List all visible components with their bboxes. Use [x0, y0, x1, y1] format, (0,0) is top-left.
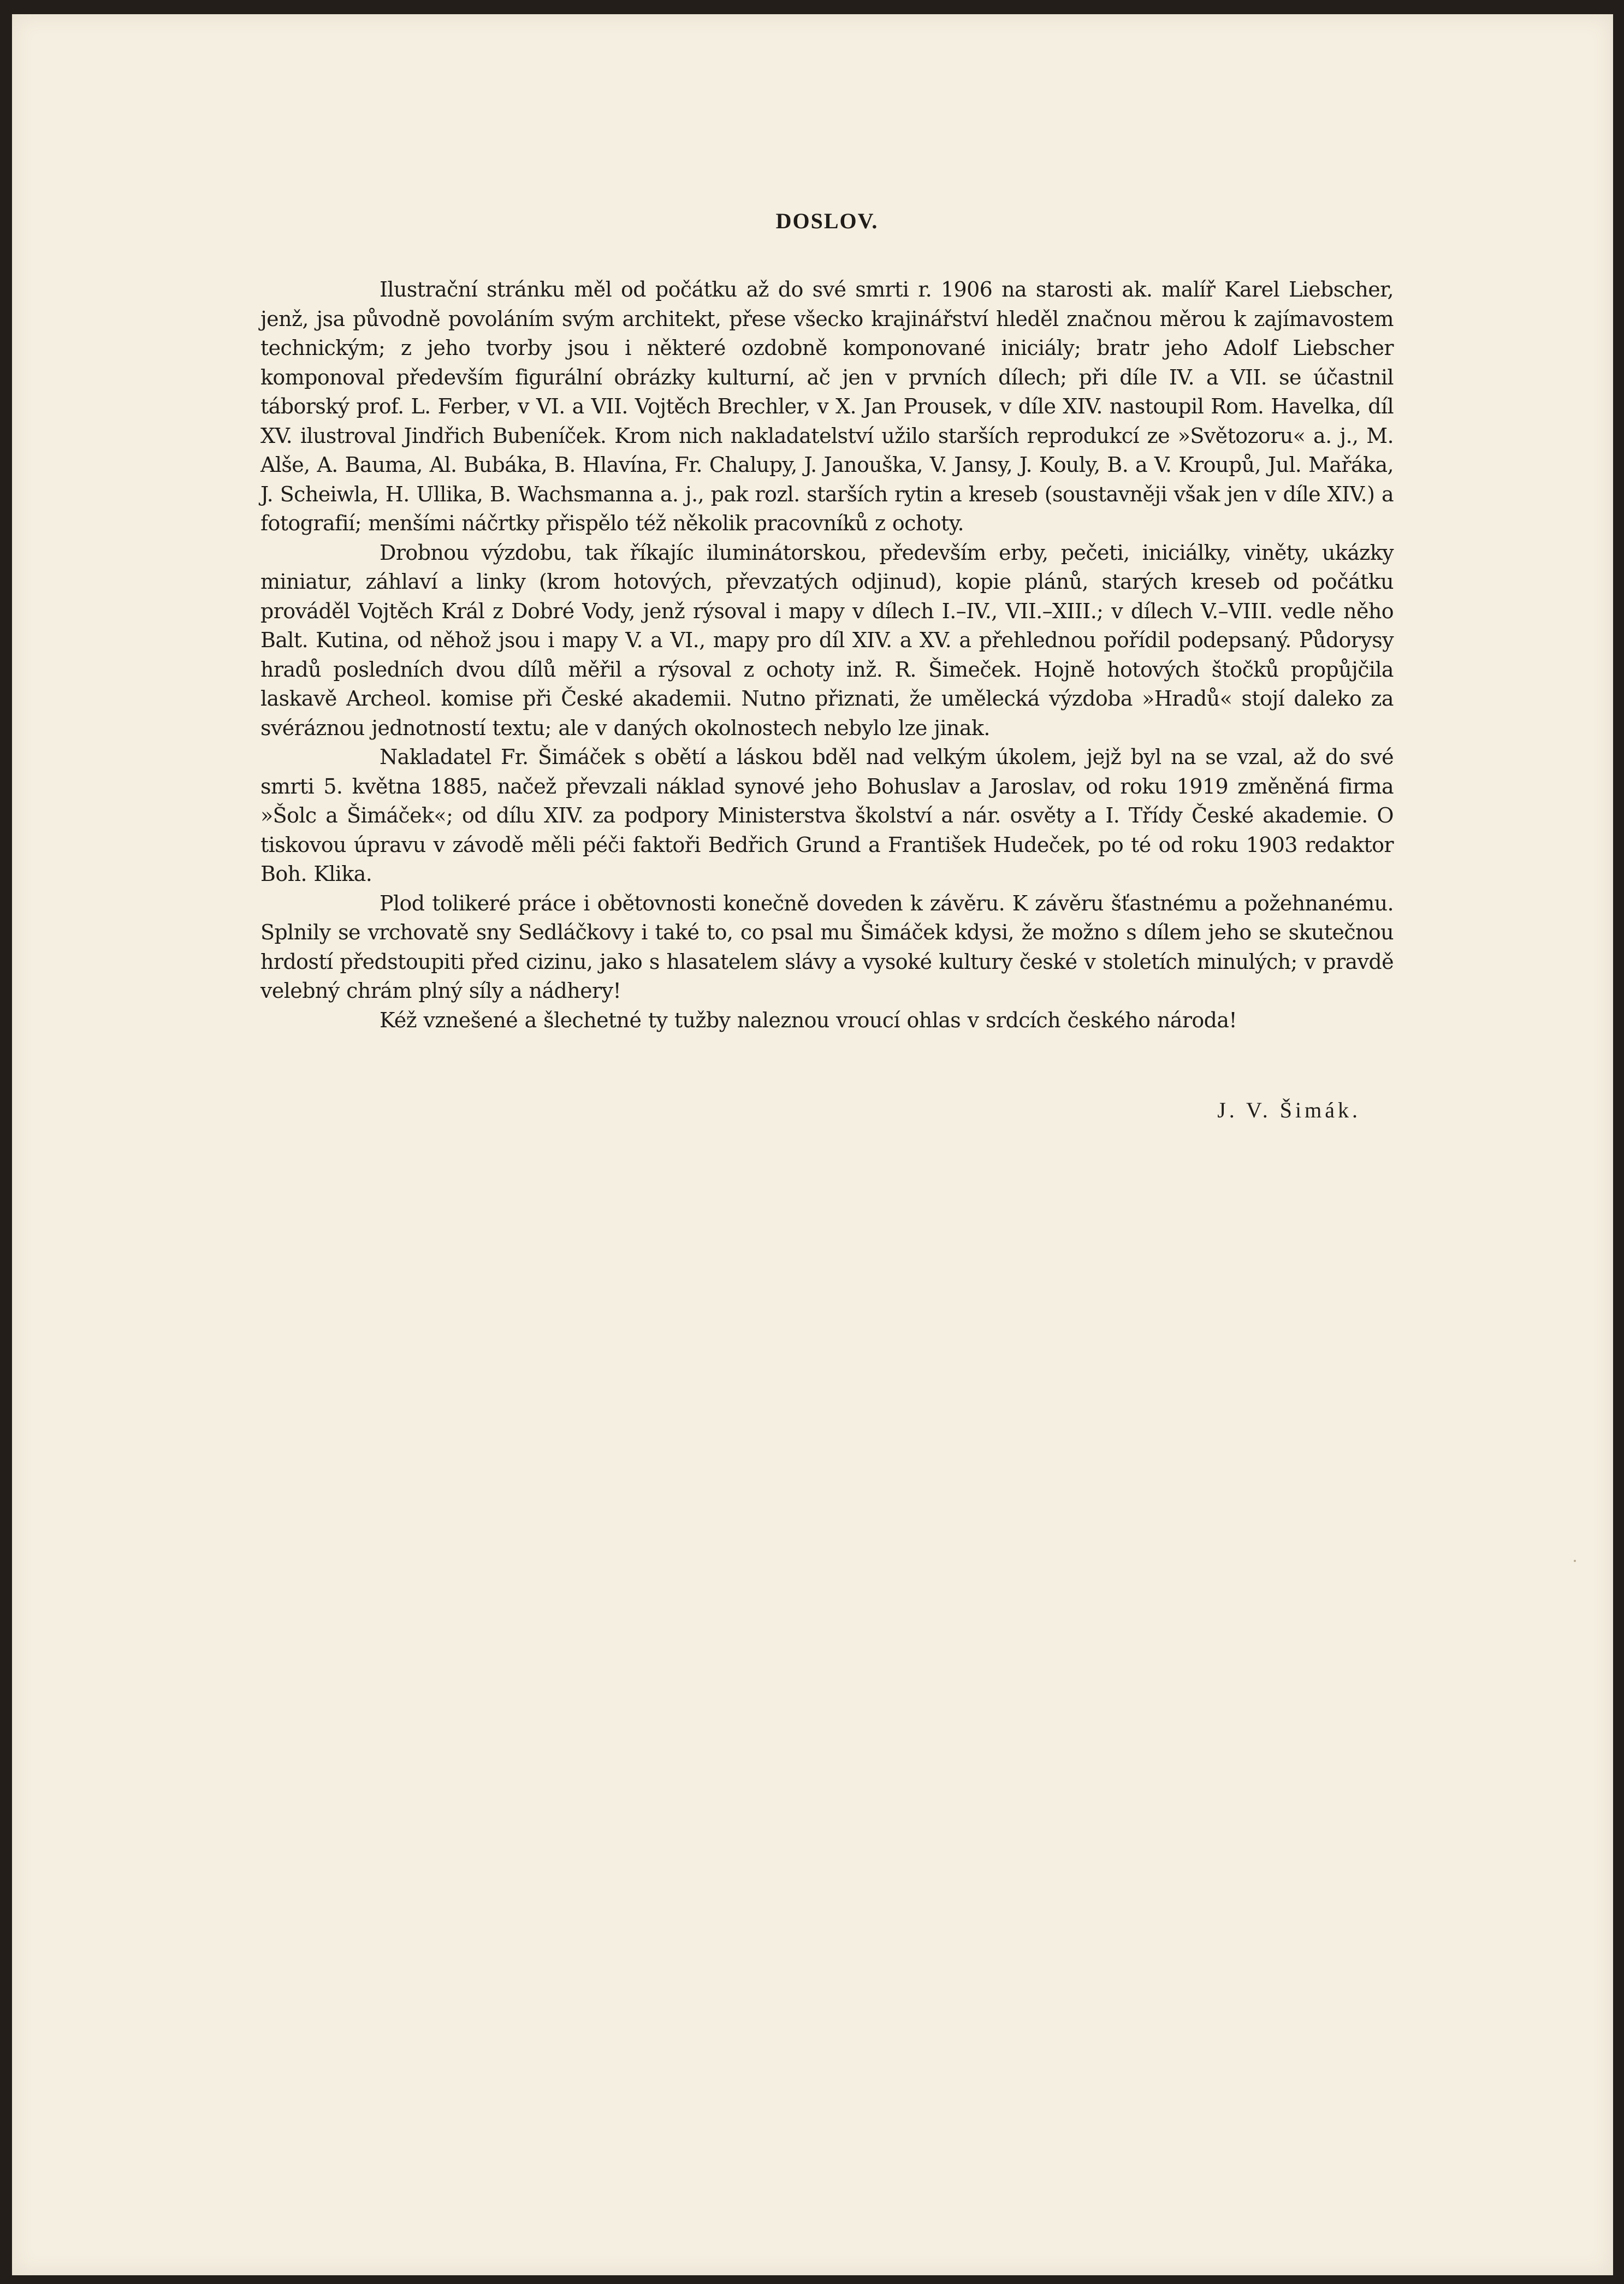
author-signature: J. V. Šimák. — [1217, 1098, 1361, 1122]
paragraph-wish: Kéž vznešené a šlechetné ty tužby naleznou vroucí ohlas v srdcích českého národa! — [380, 1008, 1237, 1032]
paragraph-decorations: Drobnou výzdobu, tak říkajíc iluminátorskou, především erby, pečeti, iniciálky, viněty, ukázky miniatur, záhlaví a linky (krom hotových, převzatých odjinud), kopie plánů, starých kreseb od počátku prováděl Vojtěch Král z Dobré Vody, jenž rýsoval i mapy v dílech I.–IV., VII.–XIII.; v dílech V.–VIII. vedle něho Balt. Kutina, od něhož jsou i mapy V. a VI., mapy pro díl XIV. a XV. a přehlednou pořídil podepsaný. Půdorysy hradů posledních dvou dílů měřil a rýsoval z ochoty inž. R. Šimeček. Hojně hotových štočků propůjčila laskavě Archeol. komise při České akademii. Nutno přiznati, že umělecká výzdoba »Hradů« stojí daleko za svéráznou jednotností textu; ale v daných okolnostech nebylo lze jinak. — [260, 540, 1394, 740]
book-page — [12, 14, 1613, 2275]
paragraph-publisher: Nakladatel Fr. Šimáček s obětí a láskou bděl nad velkým úkolem, jejž byl na se vzal, až do své smrti 5. května 1885, načež převzali náklad synové jeho Bohuslav a Jaroslav, od roku 1919 změněná firma »Šolc a Šimáček«; od dílu XIV. za podpory Ministerstva školství a nár. osvěty a I. Třídy České akademie. O tiskovou úpravu v závodě měli péči faktoři Bedřich Grund a František Hudeček, po té od roku 1903 redaktor Boh. Klika. — [260, 745, 1394, 886]
afterword-body — [260, 275, 1394, 1035]
page-content — [260, 208, 1394, 1122]
page-heading: DOSLOV. — [775, 209, 879, 233]
paragraph-illustrations: Ilustrační stránku měl od počátku až do své smrti r. 1906 na starosti ak. malíř Karel Liebscher, jenž, jsa původně povoláním svým architekt, přese všecko krajinářství hleděl značnou měrou k zajímavostem technickým; z jeho tvorby jsou i některé ozdobně komponované iniciály; bratr jeho Adolf Liebscher komponoval především figurální obrázky kulturní, ač jen v prvních dílech; při díle IV. a VII. se účastnil táborský prof. L. Ferber, v VI. a VII. Vojtěch Brechler, v X. Jan Prousek, v díle XIV. nastoupil Rom. Havelka, díl XV. ilustroval Jindřich Bubeníček. Krom nich nakladatelství užilo starších reprodukcí ze »Světozoru« a. j., M. Alše, A. Bauma, Al. Bubáka, B. Hlavína, Fr. Chalupy, J. Janouška, V. Jansy, J. Kouly, B. a V. Kroupů, Jul. Mařáka, J. Scheiwla, H. Ullika, B. Wachsmanna a. j., pak rozl. starších rytin a kreseb (soustavněji však jen v díle XIV.) a fotografií; menšími náčrtky přispělo též několik pracovníků z ochoty. — [260, 277, 1394, 535]
paper-speck — [1574, 1560, 1576, 1562]
paragraph-conclusion: Plod tolikeré práce i obětovnosti konečně doveden k závěru. K závěru šťastnému a požehnanému. Splnily se vrchovatě sny Sedláčkovy i také to, co psal mu Šimáček kdysi, že možno s dílem jeho se skutečnou hrdostí předstoupiti před cizinu, jako s hlasatelem slávy a vysoké kultury české v stoletích minulých; v pravdě velebný chrám plný síly a nádhery! — [260, 891, 1394, 1003]
